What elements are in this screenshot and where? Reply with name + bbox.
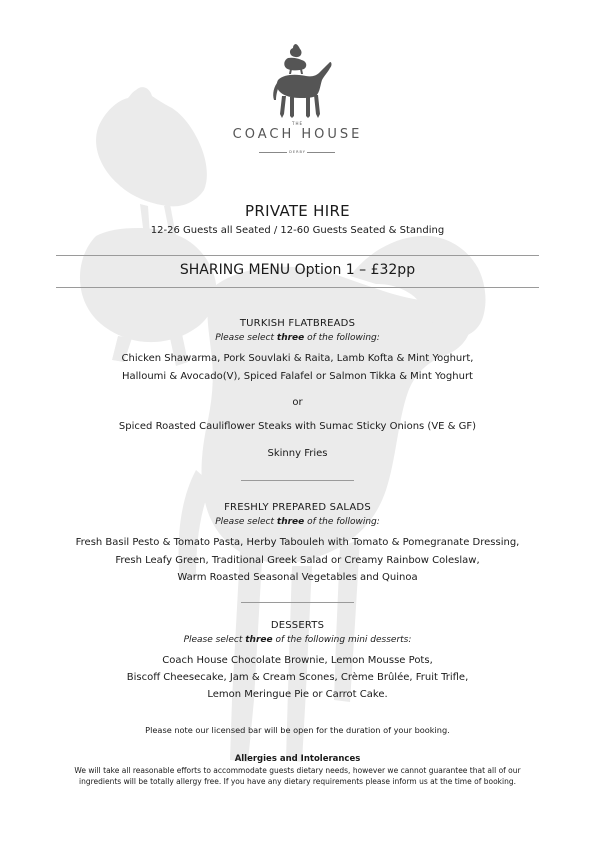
section-title-salads: FRESHLY PREPARED SALADS [224, 502, 371, 513]
flatbreads-instruction: Please select three of the following: [215, 333, 380, 343]
guest-capacity: 12-26 Guests all Seated / 12-60 Guests Seated & Standing [150, 225, 445, 236]
section-divider [241, 602, 354, 603]
desserts-instruction: Please select three of the following mini desserts: [183, 635, 412, 645]
allergy-text-line: We will take all reasonable efforts to accommodate guests dietary needs, however we cannot guarantee that all of our [74, 766, 521, 775]
allergy-title: Allergies and Intolerances [234, 754, 361, 764]
allergy-text-line: ingredients will be totally allergy free. If you have any dietary requirements please inform us at the time of booking. [79, 777, 516, 786]
desserts-line: Coach House Chocolate Brownie, Lemon Mousse Pots, [162, 655, 433, 666]
section-divider [241, 480, 354, 481]
section-title-flatbreads: TURKISH FLATBREADS [239, 318, 356, 329]
divider-bottom [56, 287, 539, 288]
flatbreads-alternative: Spiced Roasted Cauliflower Steaks with Sumac Sticky Onions (VE & GF) [118, 421, 477, 432]
salads-line: Fresh Basil Pesto & Tomato Pasta, Herby Tabouleh with Tomato & Pomegranate Dressing, [75, 537, 520, 548]
salads-line: Warm Roasted Seasonal Vegetables and Quinoa [177, 572, 418, 583]
menu-title: SHARING MENU Option 1 – £32pp [179, 262, 416, 278]
salads-instruction: Please select three of the following: [215, 517, 380, 527]
logo-name: COACH HOUSE [232, 127, 363, 142]
salads-line: Fresh Leafy Green, Traditional Greek Salad or Creamy Rainbow Coleslaw, [115, 555, 480, 566]
flatbreads-side: Skinny Fries [267, 448, 328, 459]
bar-note: Please note our licensed bar will be open for the duration of your booking. [145, 725, 450, 735]
logo-the: THE [292, 121, 303, 126]
desserts-line: Biscoff Cheesecake, Jam & Cream Scones, Crème Brûlée, Fruit Trifle, [126, 672, 469, 683]
flatbreads-or: or [292, 397, 303, 408]
desserts-line: Lemon Meringue Pie or Carrot Cake. [207, 689, 388, 700]
divider-top [56, 255, 539, 256]
section-title-desserts: DESSERTS [270, 620, 325, 631]
flatbreads-line: Chicken Shawarma, Pork Souvlaki & Raita, Lamb Kofta & Mint Yoghurt, [121, 353, 474, 364]
page-title: PRIVATE HIRE [245, 202, 350, 220]
flatbreads-line: Halloumi & Avocado(V), Spiced Falafel or Salmon Tikka & Mint Yoghurt [122, 371, 473, 382]
logo-location: DERBY [289, 150, 306, 154]
coach-house-logo-icon [266, 40, 336, 122]
